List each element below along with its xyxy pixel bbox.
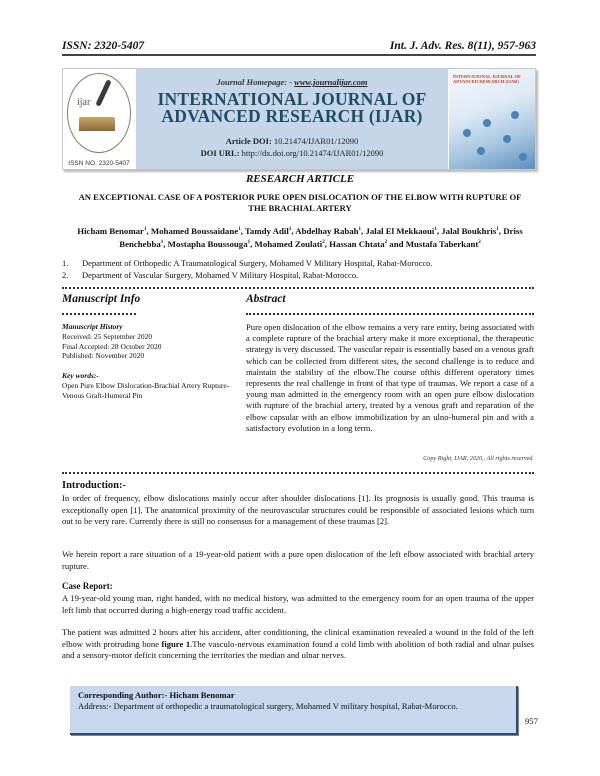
journal-title-line2: ADVANCED RESEARCH (IJAR) [161,106,423,126]
affiliation-mark: 2 [322,240,325,246]
article-doi-label: Article DOI: [225,136,272,146]
molecule-icon [483,119,491,127]
affiliation-mark: 1 [288,227,292,232]
keywords-heading: Key words:- [62,371,99,380]
author: Mohamed Boussaidane [150,225,239,236]
introduction-heading: Introduction:- [62,480,126,491]
affiliation-list [62,258,532,281]
running-head [62,40,536,56]
case-report-paragraph: A 19-year-old young man, right handed, with no medical history, was admitted to the emergency room for an open trauma of the upper left limb that occurred during a high-energy road traffic accident. [62,593,534,615]
citation-header: Int. J. Adv. Res. 8(11), 957-963 [389,40,536,52]
abstract-heading: Abstract [246,293,286,305]
affiliation-mark: 1 [434,227,437,232]
affiliation-item [62,270,532,282]
affiliation-number: 2. [62,269,69,280]
logo-text: ijar [77,97,91,108]
doi-url-link[interactable]: http://dx.doi.org/10.21474/IJAR01/12090 [241,148,384,158]
author: Mohamed Zoulati [254,239,323,250]
issn-header: ISSN: 2320-5407 [62,40,145,52]
affiliation-mark: 1 [496,227,499,232]
author: Hassan Chtata [329,239,385,250]
molecule-icon [463,129,471,137]
affiliation-text: Department of Vascular Surgery, Mohamed V Military Hospital, Rabat-Morocco. [82,269,359,280]
article-doi [136,136,448,146]
affiliation-mark: 2 [478,240,481,246]
paragraph-text: .The vasculo-nervous examination found a cold limb with abolition of both radial and ulnar pulses and a sensory-motor deficit concerning the territories the median and ulnar nerves. [62,638,534,661]
journal-title-line1: INTERNATIONAL JOURNAL OF [157,89,427,109]
divider [62,472,534,476]
keywords-text: Open Pure Elbow Dislocation-Brachial Artery Rupture- Venous Graft-Humeral Pin [62,380,230,400]
logo-issn: ISSN NO. 2320-5407 [68,160,130,167]
figure-reference[interactable]: figure 1 [161,638,191,649]
manuscript-history [62,322,232,361]
journal-banner [62,68,536,170]
divider [246,313,534,317]
page-number: 957 [525,716,538,726]
affiliation-mark: 1 [238,227,241,232]
homepage-link[interactable]: www.journalijar.com [294,77,368,87]
author: Abdelhay Rabah [295,225,359,236]
molecule-icon [503,135,511,143]
journal-logo [63,69,135,169]
paragraph-text: The patient was admitted 2 hours after his accident, after conditioning, the clinical examination revealed a wound in the fold of the left elbow with protruding bone [62,627,534,649]
journal-title [136,91,448,125]
paper-title: AN EXCEPTIONAL CASE OF A POSTERIOR PURE OPEN DISLOCATION OF THE ELBOW WITH RUPTURE OF THE BRACHIAL ARTERY [78,192,522,213]
divider [62,287,534,291]
author: Mustafa Taberkant [405,239,479,250]
author: Hicham Benomar [77,225,144,236]
author: Mostapha Boussouga [167,239,248,250]
molecule-icon [477,147,485,155]
divider [62,313,136,317]
affiliation-mark: 1 [160,240,164,246]
affiliation-number: 1. [62,258,69,268]
molecule-icon [511,111,519,119]
cover-title: INTERNATIONAL JOURNAL OF ADVANCED RESEARCH (IJAR) [453,74,521,84]
abstract-text: Pure open dislocation of the elbow remains a very rare entity, being associated with a complete rupture of the brachial artery make it more exceptional, the therapeutic strategy is very discussed. The vascular repair is essentially based on a venous graft which can be collected from different sites, the second challenge is to reduce and maintain the stability of the elbow.The course ofthis different operatory times represents the real challenge in front of that type of traumas. We report a case of a young man admitted in the emergency room with an open pure elbow dislocation with rupture of the brachial artery, treated by a venous graft and reparation of the elbow capsular with an elbow immobilization by an ulno-humeral pin and with a satisfactory evolution in a long term. [246,322,534,433]
author: Tamdy Adil [244,225,289,236]
affiliation-text: Department of Orthopedic A Traumatological Surgery, Mohamed V Military Hospital, Rabat-Morocco. [82,258,433,268]
logo-circle-icon [67,73,131,153]
homepage-label: Journal Homepage: - [216,77,293,87]
doi-url [136,148,448,158]
article-type: RESEARCH ARTICLE [245,173,355,185]
affiliation-mark: 1 [247,240,251,246]
affiliation-item [62,258,532,270]
corresponding-author-box [70,686,518,735]
affiliation-mark: 1 [143,227,147,232]
author: Driss Benchebba [119,225,523,250]
manuscript-info-heading: Manuscript Info [62,293,141,305]
history-heading: Manuscript History [62,322,123,331]
article-doi-value: 10.21474/IJAR01/12090 [273,136,359,146]
keywords [62,371,232,400]
journal-homepage [136,77,448,87]
copyright-notice: Copy Right, IJAR, 2020,. All rights reserved. [423,455,534,462]
author: Jalal El Mekkaoui [365,225,435,236]
case-report-heading: Case Report: [62,581,113,591]
affiliation-mark: 1 [358,227,362,232]
journal-cover-image [449,69,535,169]
accepted-date: Final Accepted: 28 October 2020 [62,341,162,351]
author-list: Hicham Benomar$^1$, Mohamed Boussaidane$^1$, Tamdy Adil$^1$, Abdelhay Rabah$^1$, Jalal El Mekkaoui$^1$, Jalal Boukhris$^1$, Driss Benchebba$^1$, Mostapha Boussouga$^1$, Mohamed Zoulati$^2$, Hassan Chtata$^2$ and Mustafa Taberkant$^2$ [77,225,523,250]
affiliation-mark: 2 [384,240,388,246]
book-icon [79,117,115,131]
case-report-paragraph [62,627,534,662]
author: Jalal Boukhris [441,225,497,236]
introduction-paragraph: In order of frequency, elbow dislocations mainly occur after shoulder dislocations [1]. Its prognosis is usually good. This trauma is exceptionally open [1]. The anatomical proximity of the neurovascular structures could be responsible of associated lesions which turn out to be very rare. Currently there is still no consensus for a management of these traumas [2]. [62,493,534,527]
corresponding-author: Corresponding Author:- Hicham Benomar [78,690,235,700]
corresponding-address: Address:- Department of orthopedic a traumatological surgery, Mohamed V military hospital, Rabat-Morocco. [78,701,458,711]
molecule-icon [519,153,527,161]
introduction-paragraph: We herein report a rare situation of a 19-year-old patient with a pure open dislocation of the left elbow associated with brachial artery rupture. [62,549,534,571]
banner-center [136,69,448,169]
received-date: Received: 25 September 2020 [62,331,153,341]
doi-url-label: DOI URL: [200,148,240,158]
published-date: Published: November 2020 [62,351,145,361]
